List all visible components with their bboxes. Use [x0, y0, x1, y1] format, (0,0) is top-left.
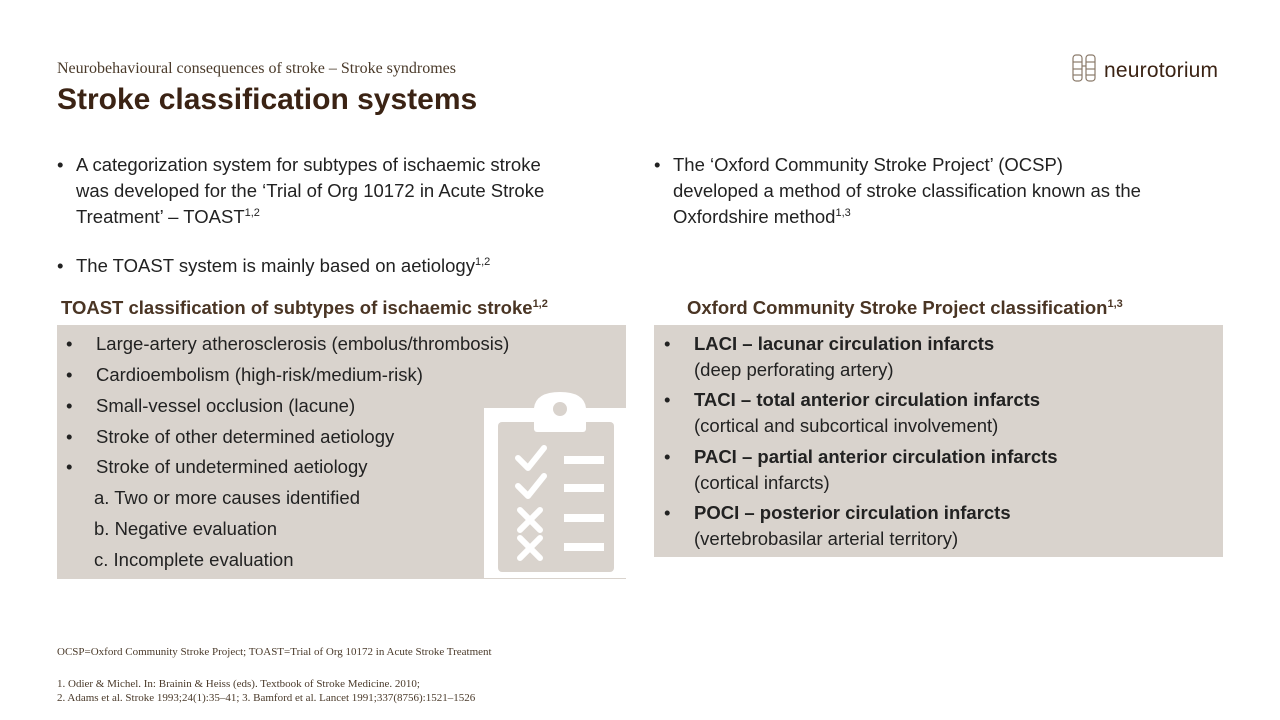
ocsp-item: • PACI – partial anterior circulation infarcts (cortical infarcts) [664, 446, 1058, 493]
bullet-dot: • [57, 154, 64, 175]
ocsp-item: • LACI – lacunar circulation infarcts (deep perforating artery) [664, 333, 995, 380]
logo [1070, 52, 1218, 89]
bullet-line: was developed for the ‘Trial of Org 10172 in Acute Stroke [76, 180, 545, 201]
logo-text: neurotorium [1104, 58, 1219, 82]
header-subtitle: Neurobehavioural consequences of stroke – Stroke syndromes [57, 60, 456, 77]
bullet-dot: • [57, 255, 64, 276]
toast-subitem: c. Incomplete evaluation [94, 549, 294, 570]
ocsp-heading [687, 297, 1123, 319]
ocsp-heading-text: Oxford Community Stroke Project classification [687, 297, 1108, 318]
ocsp-box [654, 325, 1223, 557]
bullet-line: Oxfordshire method [673, 206, 836, 227]
bullet-line: The TOAST system is mainly based on aetiology [76, 255, 475, 276]
page-title: Stroke classification systems [57, 83, 478, 116]
clipboard-checklist-icon [484, 392, 628, 578]
left-bullet-toast-intro [57, 152, 637, 232]
footer-abbreviations: OCSP=Oxford Community Stroke Project; TOAST=Trial of Org 10172 in Acute Stroke Treatment [57, 646, 492, 658]
ocsp-heading-citation: 1,3 [1107, 298, 1123, 310]
bullet-line: Treatment’ – TOAST [76, 206, 245, 227]
bullet-dot: • [654, 154, 661, 175]
ocsp-item: • TACI – total anterior circulation infarcts (cortical and subcortical involvement) [664, 389, 1041, 436]
toast-heading-citation: 1,2 [532, 298, 548, 310]
left-bullet-toast-aetiology [57, 253, 637, 279]
ocsp-item: • POCI – posterior circulation infarcts (vertebrobasilar arterial territory) [664, 502, 1011, 549]
bullet-citation: 1,2 [474, 256, 491, 268]
footer-reference: 2. Adams et al. Stroke 1993;24(1):35–41; 3. Bamford et al. Lancet 1991;337(8756):1521–1526 [57, 692, 476, 704]
toast-box: • Large-artery atherosclerosis (embolus/thrombosis) • Cardioembolism (high-risk/medium-risk) • Small-vessel occlusion (lacune) • Stroke of other determined aetiology • Stroke of undetermined aetiology a. Two or more causes identified b. Negative evaluation c. Incomplete evaluation [57, 325, 626, 579]
toast-subitem: a. Two or more causes identified [94, 487, 360, 508]
bullet-line: developed a method of stroke classification known as the [673, 180, 1141, 201]
brain-logo-icon [1070, 52, 1098, 89]
toast-subitem: b. Negative evaluation [94, 518, 278, 539]
bullet-citation: 1,3 [835, 207, 851, 219]
toast-heading-text: TOAST classification of subtypes of ischaemic stroke [61, 297, 533, 318]
bullet-line: The ‘Oxford Community Stroke Project’ (OCSP) [673, 154, 1063, 175]
bullet-line: A categorization system for subtypes of ischaemic stroke [76, 154, 541, 175]
right-bullet-ocsp-intro [654, 152, 1234, 232]
footer-reference: 1. Odier & Michel. In: Brainin & Heiss (eds). Textbook of Stroke Medicine. 2010; [57, 678, 420, 690]
toast-heading [61, 297, 548, 319]
bullet-citation: 1,2 [244, 207, 260, 219]
